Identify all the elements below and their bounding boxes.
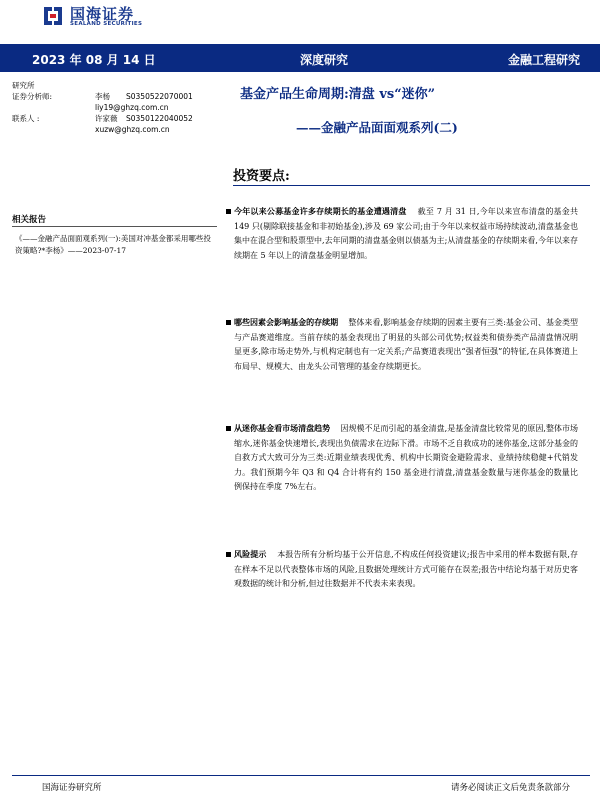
logo-text-en: SEALAND SECURITIES: [70, 21, 143, 27]
header-banner: [0, 44, 600, 72]
company-logo: [42, 2, 162, 30]
report-type: 深度研究: [300, 53, 349, 67]
bullet-icon: [226, 209, 231, 214]
point-body: 截至 7 月 31 日,今年以来宣布清盘的基金共 149 只(剔除联接基金和非初始基金),涉及 69 家公司;由于今年以来权益市场持续波动,清盘基金也集中在混合型和股票型中,去年同期的清盘基金则以债基为主;从清盘基金的存续期来看,今年以来存续期在 5 年以上的清盘基金明显增加。: [234, 207, 578, 260]
analyst-email[interactable]: liy19@ghzq.com.cn: [95, 103, 169, 112]
footer-disclaimer: 请务必阅读正文后免责条款部分: [450, 783, 570, 793]
point-lead: 风险提示: [234, 549, 267, 559]
related-divider: [12, 226, 217, 227]
sealand-logo-icon: [42, 5, 64, 27]
point-body: 本报告所有分析均基于公开信息,不构成任何投资建议;报告中采用的样本数据有限,存在样本不足以代表整体市场的风险,且数据处理统计方式可能存在误差;报告中结论均基于对历史客观数据的统计和分析,但过往数据并不代表未来表现。: [234, 550, 579, 589]
footer-institute: 国海证券研究所: [42, 783, 102, 793]
highlight-point-3: [234, 421, 578, 495]
point-body: 因规模不足而引起的基金清盘,是基金清盘比较常见的原因,整体市场缩水,迷你基金快速增长,表现出负债需求在边际下滑。市场不乏自救成功的迷你基金,这部分基金的自救方式大致可分为三类:近期业绩表现优秀、机构中长期资金避险需求、业绩持续稳健+代销发力。我们预期今年 Q3 和 Q4 合计将有约 150 基金进行清盘,清盘基金数量与迷你基金的数量比例保持在季度 7%左右。: [234, 424, 579, 492]
highlight-point-4: [234, 547, 578, 592]
analyst-label: 证券分析师:: [12, 92, 53, 101]
contact-cert: S0350122040052: [126, 114, 193, 123]
highlight-point-1: [234, 204, 578, 263]
highlights-heading: 投资要点:: [233, 169, 290, 184]
analyst-cert: S0350522070001: [126, 92, 193, 101]
contact-name: 许家薇: [95, 114, 118, 123]
analyst-name: 李杨: [95, 92, 110, 101]
footer-divider: [12, 775, 590, 776]
report-category: 金融工程研究: [507, 53, 580, 67]
contact-label: 联系人 :: [12, 114, 40, 123]
dept-label: 研究所: [12, 81, 35, 90]
report-date: 2023 年 08 月 14 日: [32, 53, 156, 67]
bullet-icon: [226, 320, 231, 325]
heading-divider: [233, 185, 590, 186]
highlight-point-2: [234, 315, 578, 374]
contact-email[interactable]: xuzw@ghzq.com.cn: [95, 125, 170, 134]
point-body: 整体来看,影响基金存续期的因素主要有三类:基金公司、基金类型与产品赛道维度。当前存续的基金表现出了明显的头部公司优势;权益类和债券类产品清盘情况明显更多,除市场走势外,与机构定制也有一定关系;产品赛道表现出“强者恒强”的特征,在具体赛道上布局早、规模大、由龙头公司管理的基金存续期更长。: [234, 318, 579, 371]
report-title: 基金产品生命周期:清盘 vs“迷你”: [240, 87, 436, 102]
logo-text-cn: 国海证券: [70, 5, 135, 23]
report-subtitle: ——金融产品面面观系列(二): [296, 120, 458, 135]
related-reports-title: 相关报告: [12, 215, 47, 225]
point-lead: 哪些因素会影响基金的存续期: [234, 317, 339, 327]
related-report-link[interactable]: 《——金融产品面面观系列(一):美国对冲基金都采用哪些投资策略?*李杨》——2023-07-17: [15, 234, 211, 255]
point-lead: 今年以来公募基金许多存续期长的基金遭遇清盘: [234, 206, 407, 216]
point-lead: 从迷你基金看市场清盘趋势: [234, 423, 331, 433]
bullet-icon: [226, 426, 231, 431]
bullet-icon: [226, 552, 231, 557]
